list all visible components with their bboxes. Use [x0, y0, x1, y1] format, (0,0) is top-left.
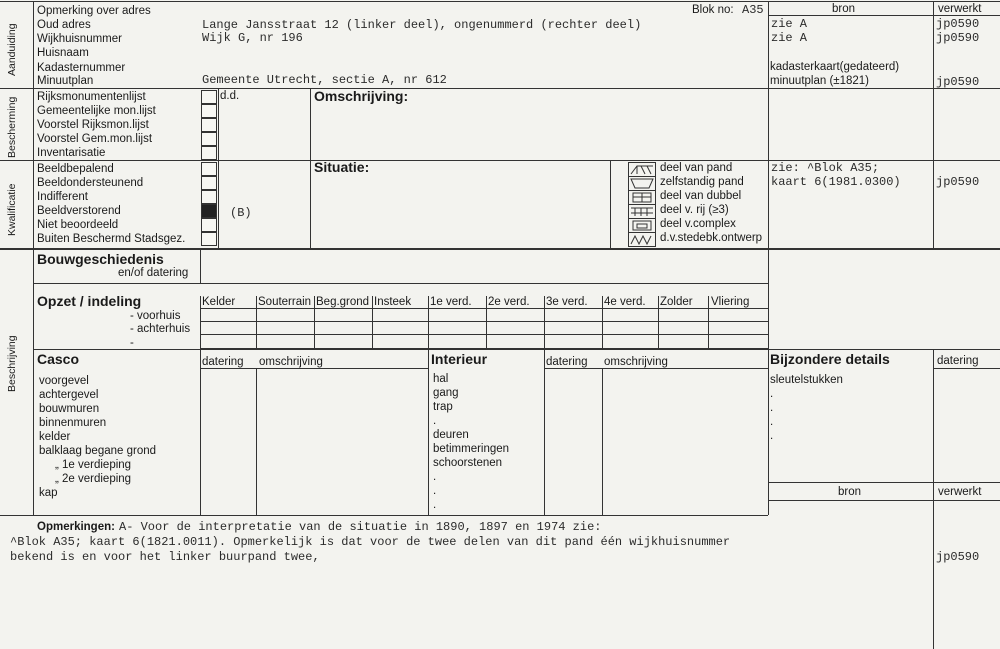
bijzondere-item: .: [770, 402, 774, 414]
wijkhuisnummer-value: Wijk G, nr 196: [202, 31, 303, 45]
interieur-item: hal: [433, 373, 449, 385]
casco-item: binnenmuren: [39, 417, 107, 429]
interieur-label: Interieur: [431, 351, 488, 367]
checkbox-beeldondersteunend[interactable]: [201, 176, 217, 190]
checkbox-voorstel-rijks[interactable]: [201, 118, 217, 132]
label-kadasternummer: Kadasternummer: [37, 62, 126, 74]
opmerkingen-line-1: A- Voor de interpretatie van de situatie in 1890, 1897 en 1974 zie:: [119, 520, 602, 534]
row-leeg: -: [130, 337, 134, 349]
label-oud-adres: Oud adres: [37, 19, 91, 31]
bouwgeschiedenis-label: Bouwgeschiedenis: [37, 251, 164, 267]
casco-item: bouwmuren: [39, 403, 100, 415]
casco-item: „ 1e verdieping: [55, 459, 132, 471]
rij-icon: [628, 204, 656, 219]
bron-footer-header: bron: [838, 486, 862, 498]
casco-item: „ 2e verdieping: [55, 473, 132, 485]
section-bescherming: Bescherming: [6, 96, 18, 158]
interieur-item: .: [433, 471, 437, 483]
col-vliering: Vliering: [711, 296, 750, 308]
label-indifferent: Indifferent: [37, 191, 88, 203]
label-beeldbepalend: Beeldbepalend: [37, 163, 114, 175]
interieur-item: gang: [433, 387, 459, 399]
bron-minuutplan: minuutplan (±1821): [770, 75, 870, 87]
interieur-item: .: [433, 499, 437, 511]
oud-adres-value: Lange Jansstraat 12 (linker deel), ongenummerd (rechter deel): [202, 18, 642, 32]
casco-item: achtergevel: [39, 389, 99, 401]
opmerkingen-verwerkt: jp0590: [936, 550, 980, 564]
datering-label: en/of datering: [118, 267, 189, 279]
checkbox-buiten-beschermd[interactable]: [201, 232, 217, 246]
option-zelfstandig-pand: zelfstandig pand: [660, 176, 744, 188]
interieur-item: schoorstenen: [433, 457, 503, 469]
casco-label: Casco: [37, 351, 80, 367]
option-stedebk-ontwerp: d.v.stedebk.ontwerp: [660, 232, 763, 244]
bijzondere-item: .: [770, 416, 774, 428]
opzet-label: Opzet / indeling: [37, 293, 142, 309]
label-beeldverstorend: Beeldverstorend: [37, 205, 121, 217]
checkbox-inventarisatie[interactable]: [201, 146, 217, 160]
situatie-label: Situatie:: [314, 159, 370, 175]
interieur-item: .: [433, 415, 437, 427]
label-minuutplan: Minuutplan: [37, 75, 94, 87]
opmerkingen-line-2: ^Blok A35; kaart 6(1821.0011). Opmerkelijk is dat voor de twee delen van dit pand één wijkhuisnummer: [10, 535, 731, 549]
bron-kadaster: kadasterkaart(gedateerd): [770, 61, 900, 73]
label-niet-beoordeeld: Niet beoordeeld: [37, 219, 119, 231]
interieur-item: deuren: [433, 429, 469, 441]
row-achterhuis: - achterhuis: [130, 323, 191, 335]
verwerkt-oud-adres: jp0590: [936, 17, 980, 31]
kwalificatie-bron: zie: ^Blok A35; kaart 6(1981.0300): [771, 161, 901, 189]
col-2e-verd: 2e verd.: [488, 296, 530, 308]
col-kelder: Kelder: [202, 296, 236, 308]
label-rijksmonumentenlijst: Rijksmonumentenlijst: [37, 91, 146, 103]
kwalificatie-verwerkt: jp0590: [936, 175, 980, 189]
kwalificatie-mark: (B): [230, 206, 252, 220]
label-voorstel-rijks: Voorstel Rijksmon.lijst: [37, 119, 149, 131]
checkbox-voorstel-gem[interactable]: [201, 132, 217, 146]
section-beschrijving: Beschrijving: [6, 335, 18, 392]
bron-oud-adres: zie A: [771, 17, 808, 31]
col-souterrain: Souterrain: [258, 296, 312, 308]
bron-wijkhuisnummer: zie A: [771, 31, 808, 45]
opmerkingen-line-3: bekend is en voor het linker buurpand twee,: [10, 550, 320, 564]
section-kwalificatie: Kwalificatie: [6, 183, 18, 236]
option-deel-van-pand: deel van pand: [660, 162, 733, 174]
bron-header: bron: [832, 3, 856, 15]
col-beg-grond: Beg.grond: [316, 296, 370, 308]
label-wijkhuisnummer: Wijkhuisnummer: [37, 33, 122, 45]
pand-icon: [628, 162, 656, 177]
option-deel-v-rij: deel v. rij (≥3): [660, 204, 729, 216]
bijzondere-item: .: [770, 388, 774, 400]
label-inventarisatie: Inventarisatie: [37, 147, 106, 159]
interieur-omschrijving-header: omschrijving: [604, 356, 668, 368]
col-4e-verd: 4e verd.: [604, 296, 646, 308]
complex-icon: [628, 218, 656, 233]
casco-item: kap: [39, 487, 58, 499]
col-insteek: Insteek: [374, 296, 412, 308]
label-beeldondersteunend: Beeldondersteunend: [37, 177, 144, 189]
blok-label: Blok no:: [692, 4, 734, 16]
option-deel-van-dubbel: deel van dubbel: [660, 190, 742, 202]
interieur-datering-header: datering: [546, 356, 588, 368]
interieur-item: trap: [433, 401, 453, 413]
verwerkt-header: verwerkt: [938, 3, 982, 15]
verwerkt-wijkhuisnummer: jp0590: [936, 31, 980, 45]
checkbox-beeldbepalend[interactable]: [201, 162, 217, 176]
bijzondere-label: Bijzondere details: [770, 351, 890, 367]
casco-item: kelder: [39, 431, 71, 443]
dubbel-icon: [628, 190, 656, 205]
bijzondere-datering-header: datering: [937, 355, 979, 367]
casco-omschrijving-header: omschrijving: [259, 356, 323, 368]
col-1e-verd: 1e verd.: [430, 296, 472, 308]
casco-item: voorgevel: [39, 375, 89, 387]
bijzondere-item: .: [770, 430, 774, 442]
omschrijving-label: Omschrijving:: [314, 88, 409, 104]
label-huisnaam: Huisnaam: [37, 47, 89, 59]
verwerkt-minuutplan: jp0590: [936, 75, 980, 89]
checkbox-niet-beoordeeld[interactable]: [201, 218, 217, 232]
checkbox-beeldverstorend[interactable]: [201, 204, 217, 218]
casco-datering-header: datering: [202, 356, 244, 368]
col-3e-verd: 3e verd.: [546, 296, 588, 308]
verwerkt-footer-header: verwerkt: [938, 486, 982, 498]
row-voorhuis: - voorhuis: [130, 310, 181, 322]
col-zolder: Zolder: [660, 296, 693, 308]
label-voorstel-gem: Voorstel Gem.mon.lijst: [37, 133, 153, 145]
interieur-item: .: [433, 485, 437, 497]
zelfstandig-pand-icon: [628, 176, 656, 191]
dd-label: d.d.: [220, 90, 240, 102]
option-deel-v-complex: deel v.complex: [660, 218, 736, 230]
label-gemeentelijke: Gemeentelijke mon.lijst: [37, 105, 156, 117]
section-aanduiding: Aanduiding: [6, 23, 18, 76]
label-opmerking-adres: Opmerking over adres: [37, 5, 151, 17]
minuutplan-value: Gemeente Utrecht, sectie A, nr 612: [202, 73, 447, 87]
opmerkingen-label: Opmerkingen:: [37, 521, 115, 533]
stedebouw-icon: [628, 232, 656, 247]
blok-value: A35: [742, 3, 764, 17]
label-buiten-beschermd: Buiten Beschermd Stadsgez.: [37, 233, 186, 245]
casco-item: balklaag begane grond: [39, 445, 157, 457]
checkbox-gemeentelijke[interactable]: [201, 104, 217, 118]
checkbox-indifferent[interactable]: [201, 190, 217, 204]
checkbox-rijksmonumentenlijst[interactable]: [201, 90, 217, 104]
bijzondere-item: sleutelstukken: [770, 374, 843, 386]
interieur-item: betimmeringen: [433, 443, 510, 455]
